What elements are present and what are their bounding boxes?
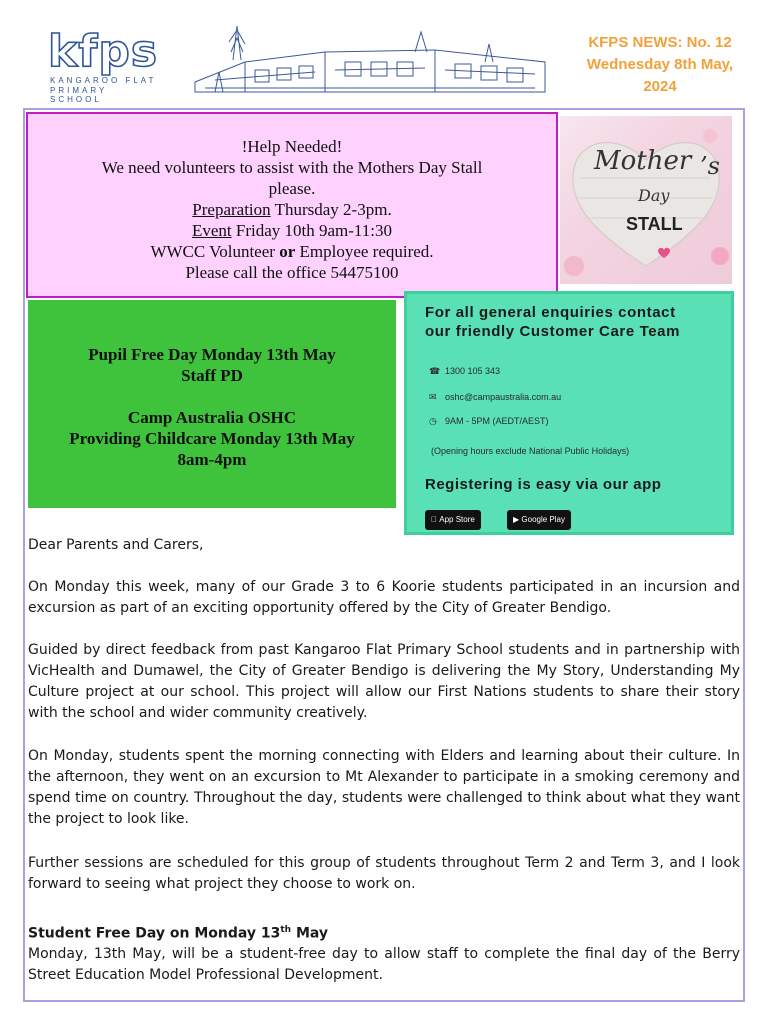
- school-logo: [48, 26, 160, 104]
- staff-pd-line: Staff PD: [181, 366, 243, 385]
- childcare-line: Providing Childcare Monday 13th May: [69, 429, 355, 448]
- heading-superscript: th: [280, 925, 292, 935]
- letter-paragraph-1: On Monday this week, many of our Grade 3 to 6 Koorie students participated in an incursion and excursion as part of an exciting opportunity offered by the City of Greater Bendigo.: [28, 579, 740, 616]
- heading-end: May: [291, 925, 329, 942]
- mothers-text: Mother: [594, 146, 692, 176]
- wwcc-text: WWCC Volunteer: [150, 242, 280, 261]
- day-text: Day: [638, 186, 670, 205]
- clock-icon: ◷: [429, 416, 437, 426]
- school-building-sketch: [185, 22, 555, 98]
- google-play-label: Google Play: [521, 515, 565, 524]
- enquiries-heading-line2: our friendly Customer Care Team: [425, 323, 681, 340]
- email-row: [429, 392, 561, 403]
- email-address: oshc@campaustralia.com.au: [445, 392, 562, 402]
- help-needed-notice: [26, 112, 558, 298]
- hours-line: 8am-4pm: [177, 450, 247, 469]
- issue-year: 2024: [643, 78, 677, 95]
- pupil-free-day-notice: [28, 300, 396, 508]
- phone-number: 1300 105 343: [445, 366, 501, 376]
- letter-paragraph-2: Guided by direct feedback from past Kangaroo Flat Primary School students and in partnership with VicHealth and Dumawel, the City of Greater Bendigo is delivering the My Story, Understanding My Culture project at our school. This project will allow our First Nations students to share their story with the school and wider community creatively.: [28, 642, 740, 721]
- letter-paragraph-5: Monday, 13th May, will be a student-free day to allow staff to complete the final day of the Berry Street Education Model Professional Development.: [28, 946, 740, 983]
- letter-paragraph-3: On Monday, students spent the morning connecting with Elders and learning about their culture. In the afternoon, they went on an excursion to Mt Alexander to participate in a smoking ceremony and spend time on country. Throughout the day, students were challenged to think about what they want the project to look like.: [28, 748, 740, 827]
- event-time: Friday 10th 9am-11:30: [231, 221, 393, 240]
- hours-row: [429, 416, 549, 427]
- wwcc-line: [28, 241, 556, 262]
- register-heading: Registering is easy via our app: [425, 476, 662, 493]
- enquiries-heading-line1: For all general enquiries contact: [425, 304, 676, 321]
- opening-hours: 9AM - 5PM (AEDT/AEST): [445, 416, 549, 426]
- heading-text: Student Free Day on Monday 13: [28, 925, 281, 942]
- letter-paragraph-4: Further sessions are scheduled for this group of students throughout Term 2 and Term 3, and I look forward to seeing what project they choose to work on.: [28, 855, 740, 892]
- stall-text: STALL: [626, 214, 683, 234]
- event-label: Event: [191, 221, 232, 240]
- help-title: !Help Needed!: [241, 137, 343, 156]
- issue-info: [560, 32, 760, 98]
- pupil-free-line: Pupil Free Day Monday 13th May: [88, 345, 336, 364]
- phone-icon: ☎: [429, 366, 441, 376]
- student-free-day-heading: [28, 920, 740, 945]
- play-icon: ▶: [513, 515, 520, 524]
- event-line: [28, 220, 556, 241]
- enquiries-heading: [425, 303, 680, 341]
- mothers-apostrophe: ’s: [700, 152, 720, 180]
- app-store-label: App Store: [431, 515, 467, 524]
- preparation-time: Thursday 2-3pm.: [270, 200, 392, 219]
- help-line: please.: [268, 179, 316, 198]
- apple-icon: [431, 515, 437, 524]
- logo-mark: kfps: [48, 26, 159, 77]
- preparation-label: Preparation: [192, 200, 271, 219]
- google-play-badge[interactable]: [507, 510, 571, 530]
- help-line: We need volunteers to assist with the Mothers Day Stall: [101, 158, 483, 177]
- call-office-line: Please call the office 54475100: [185, 263, 399, 282]
- issue-date: Wednesday 8th May,: [586, 56, 734, 73]
- camp-australia-line: Camp Australia OSHC: [127, 408, 297, 427]
- wwcc-text-end: Employee required.: [295, 242, 434, 261]
- letter-greeting: Dear Parents and Carers,: [28, 537, 204, 553]
- hours-note: (Opening hours exclude National Public Holidays): [431, 446, 630, 456]
- app-store-badge[interactable]: [425, 510, 481, 530]
- preparation-line: [28, 199, 556, 220]
- wwcc-or: or: [279, 242, 296, 261]
- oshc-contact-card: [404, 291, 734, 535]
- logo-subtitle-1: KANGAROO FLAT: [50, 76, 157, 85]
- mothers-day-stall-image: [560, 116, 732, 284]
- mail-icon: ✉: [429, 392, 437, 402]
- phone-row: [429, 366, 500, 377]
- issue-number: KFPS NEWS: No. 12: [588, 34, 732, 51]
- logo-subtitle-2: PRIMARY SCHOOL: [50, 86, 108, 104]
